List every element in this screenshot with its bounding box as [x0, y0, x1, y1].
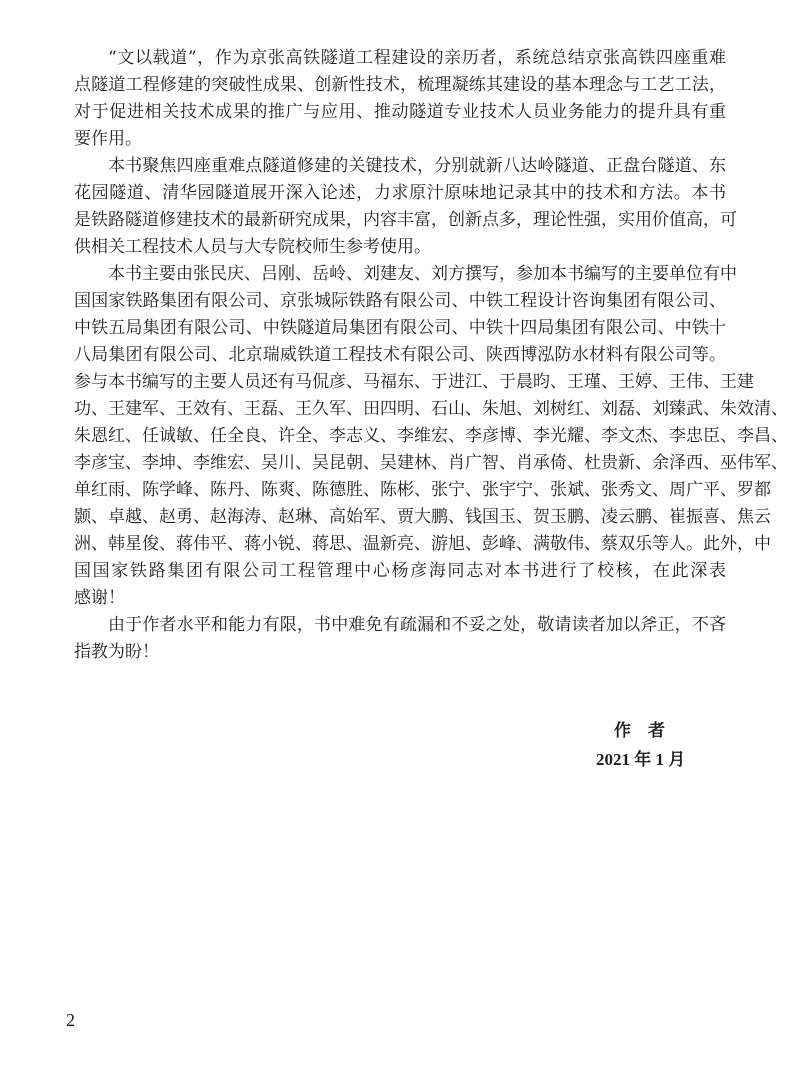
text-line: 参与本书编写的主要人员还有马侃彦、马福东、于进江、于晨昀、王瑾、王婷、王伟、王建	[74, 372, 754, 392]
text-line: 花园隧道、清华园隧道展开深入论述，力求原汁原味地记录其中的技术和方法。本书	[74, 183, 726, 203]
paragraph-1	[74, 45, 726, 153]
text-line: 供相关工程技术人员与大专院校师生参考使用。	[74, 237, 431, 257]
text-line: 由于作者水平和能力有限，书中难免有疏漏和不妥之处，敬请读者加以斧正，不吝	[108, 615, 726, 635]
text-line: 指教为盼！	[74, 642, 159, 662]
text-line: 感谢！	[74, 588, 125, 608]
page-number: 2	[66, 1010, 75, 1030]
text-line: 国国家铁路集团有限公司、京张城际铁路有限公司、中铁工程设计咨询集团有限公司、	[74, 291, 726, 311]
signature-author: 作 者	[614, 721, 665, 741]
text-line: 单红雨、陈学峰、陈丹、陈爽、陈德胜、陈彬、张宁、张宇宁、张斌、张秀文、周广平、罗都	[74, 480, 771, 500]
text-line: 洲、韩星俊、蒋伟平、蒋小锐、蒋思、温新亮、游旭、彭峰、满敬伟、蔡双乐等人。此外，中	[74, 534, 771, 554]
paragraph-3	[74, 261, 788, 612]
text-line: 李彦宝、李坤、李维宏、吴川、吴昆朝、吴建林、肖广智、肖承倚、杜贵新、余泽西、巫伟军、	[74, 453, 788, 473]
text-line: 八局集团有限公司、北京瑞威铁道工程技术有限公司、陕西博泓防水材料有限公司等。	[74, 345, 726, 365]
text-line: 是铁路隧道修建技术的最新研究成果，内容丰富，创新点多，理论性强，实用价值高，可	[74, 210, 737, 230]
text-line: 本书主要由张民庆、吕刚、岳岭、刘建友、刘方撰写，参加本书编写的主要单位有中	[108, 264, 737, 284]
text-line: 本书聚焦四座重难点隧道修建的关键技术，分别就新八达岭隧道、正盘台隧道、东	[108, 156, 726, 176]
text-line: 要作用。	[74, 129, 142, 149]
text-line: 国国家铁路集团有限公司工程管理中心杨彦海同志对本书进行了校核，在此深表	[74, 561, 726, 581]
text-line: 功、王建军、王效有、王磊、王久军、田四明、石山、朱旭、刘树红、刘磊、刘臻武、朱效清、	[74, 399, 788, 419]
paragraph-2	[74, 153, 737, 261]
text-line: 点隧道工程修建的突破性成果、创新性技术，梳理凝练其建设的基本理念与工艺工法，	[74, 75, 726, 95]
text-line: “文以载道”，作为京张高铁隧道工程建设的亲历者，系统总结京张高铁四座重难	[108, 48, 726, 68]
paragraph-4	[74, 612, 726, 666]
preface-body	[74, 45, 788, 666]
text-line: 对于促进相关技术成果的推广与应用、推动隧道专业技术人员业务能力的提升具有重	[74, 102, 726, 122]
text-line: 朱恩红、任诚敏、任全良、许全、李志义、李维宏、李彦博、李光耀、李文杰、李忠臣、李昌、	[74, 426, 788, 446]
text-line: 中铁五局集团有限公司、中铁隧道局集团有限公司、中铁十四局集团有限公司、中铁十	[74, 318, 726, 338]
signature-date: 2021 年 1 月	[596, 750, 686, 769]
text-line: 颢、卓越、赵勇、赵海涛、赵琳、高始军、贾大鹏、钱国玉、贺玉鹏、凌云鹏、崔振喜、焦云	[74, 507, 771, 527]
